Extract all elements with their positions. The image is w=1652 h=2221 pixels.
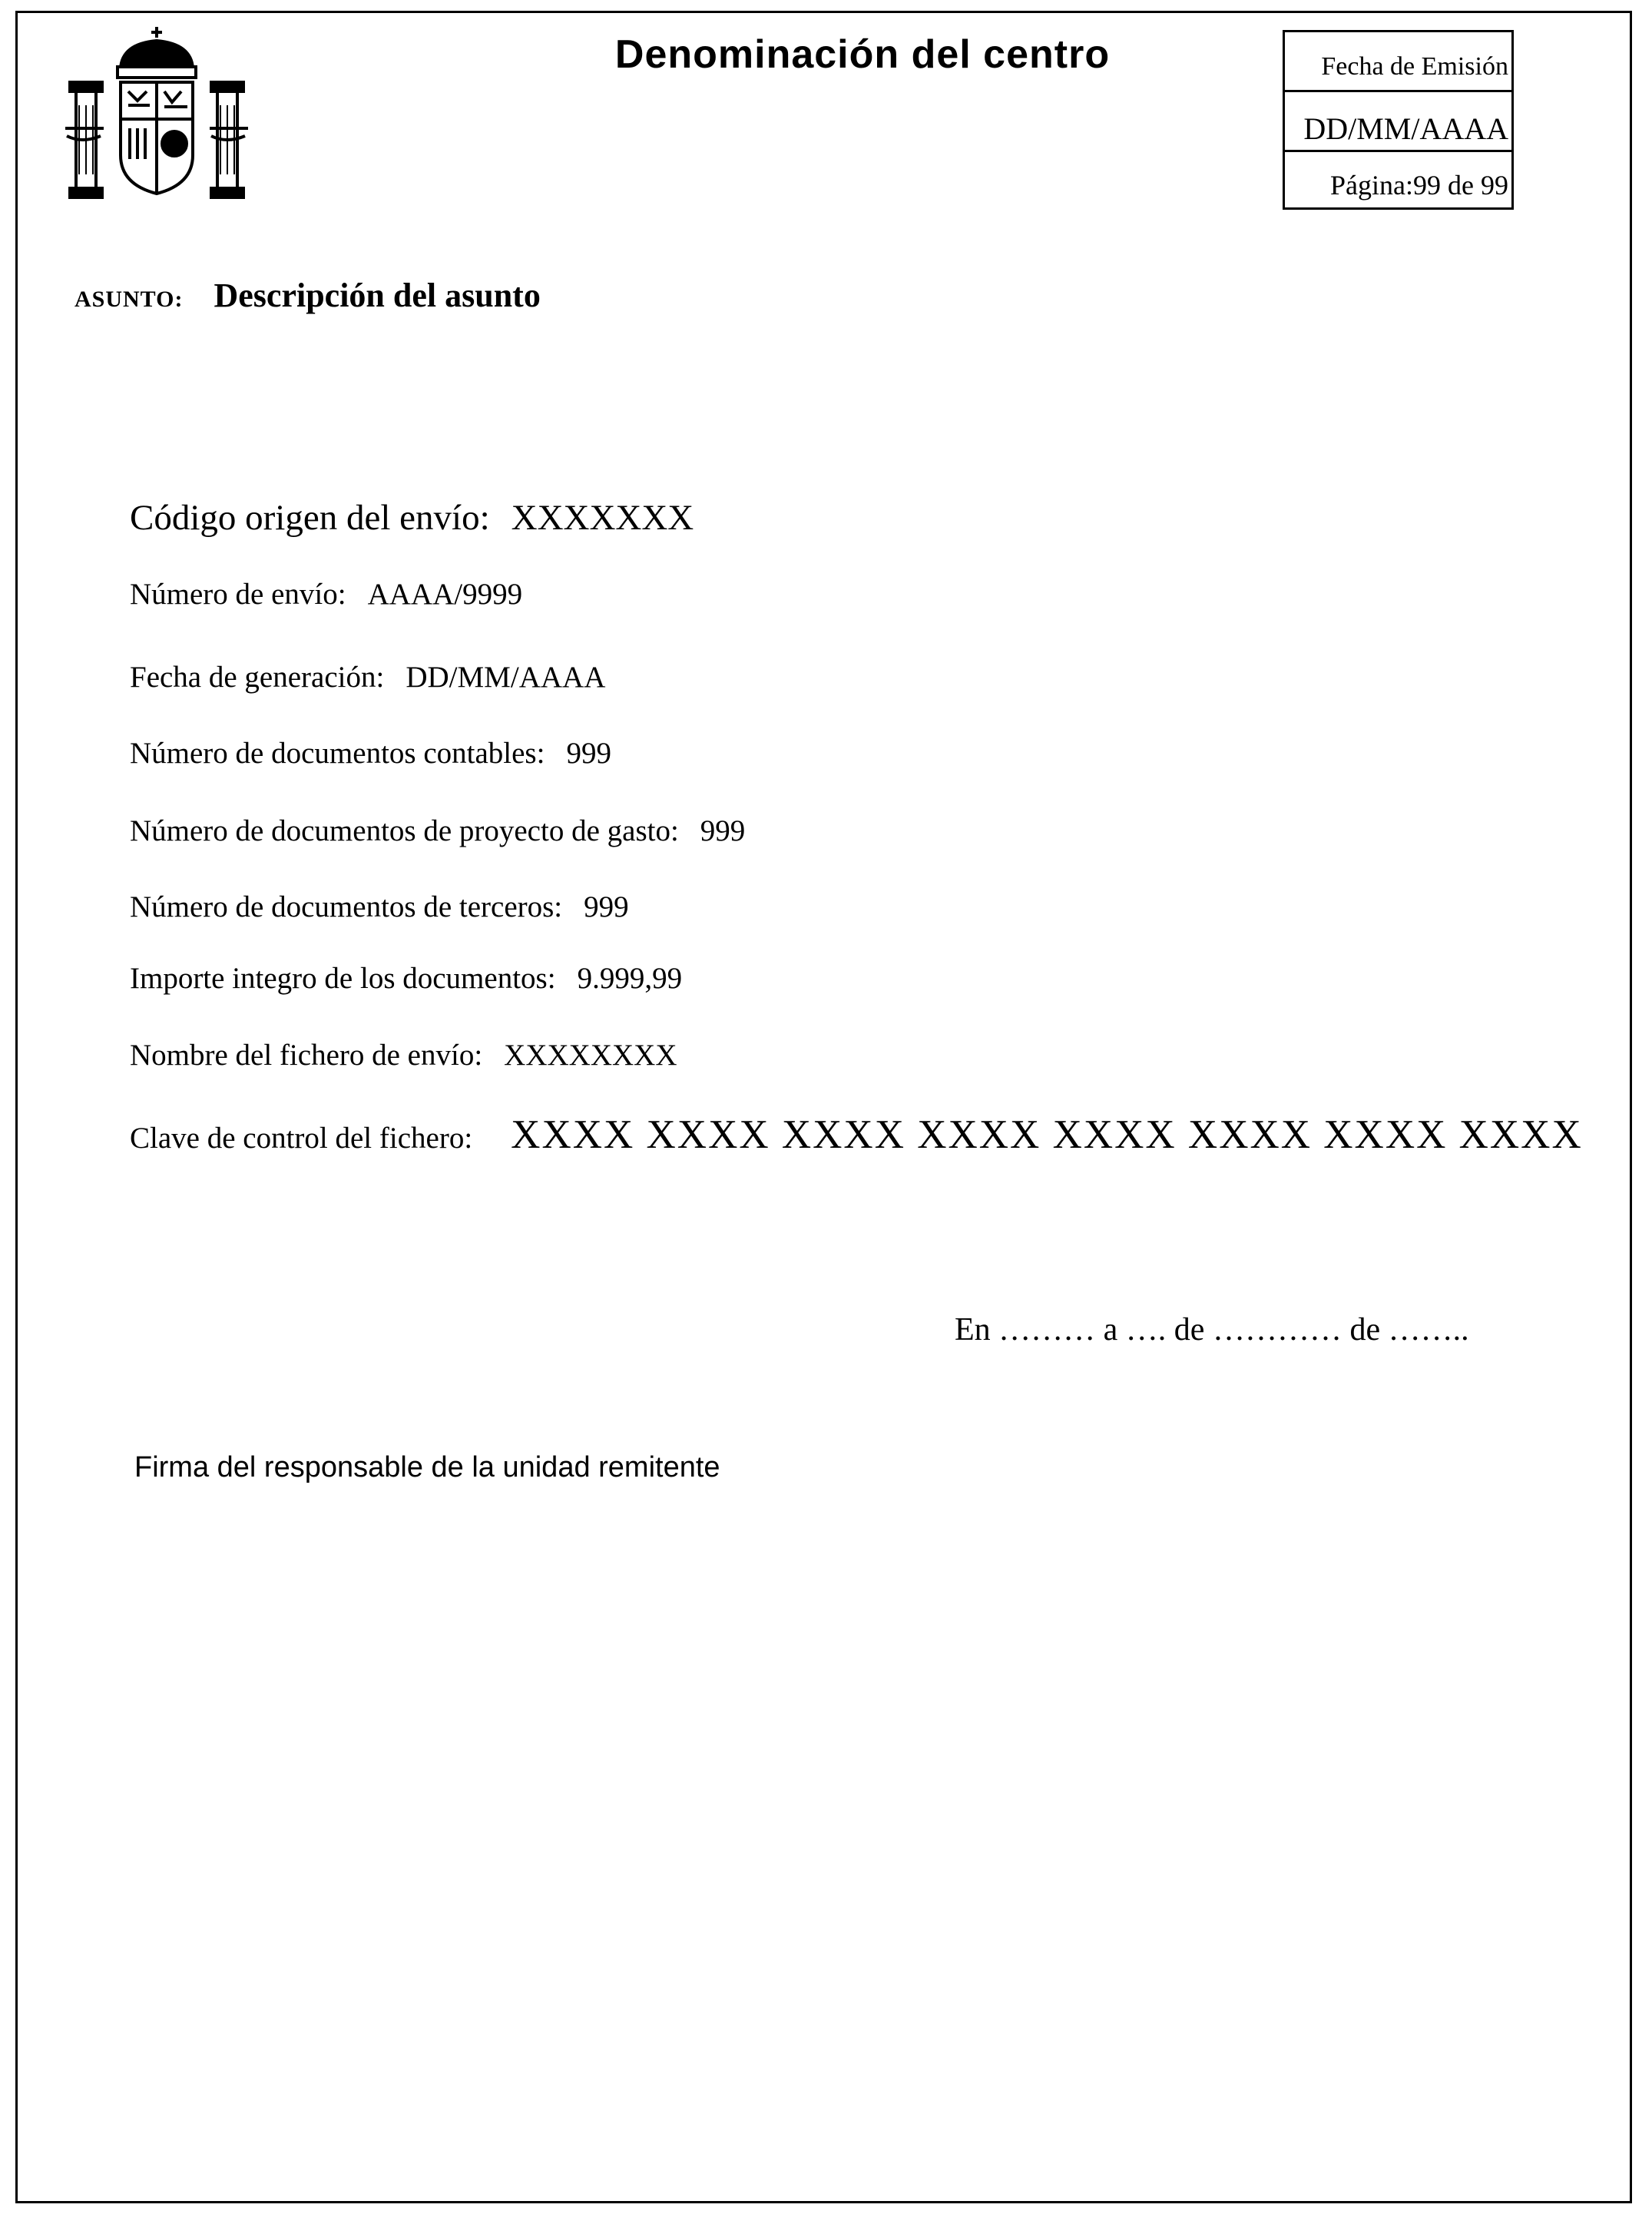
field-documentos-contables <box>130 736 611 771</box>
field-label: Número de documentos contables: <box>130 737 545 770</box>
page-number: Página:99 de 99 <box>1330 170 1508 201</box>
coat-of-arms-logo <box>61 21 253 209</box>
field-documentos-proyecto-gasto <box>130 814 745 848</box>
field-importe-integro <box>130 961 682 996</box>
field-label: Nombre del fichero de envío: <box>130 1039 483 1072</box>
issue-date-label: Fecha de Emisión <box>1285 32 1511 92</box>
field-value: AAAA/9999 <box>367 578 523 611</box>
field-clave-control <box>130 1112 1583 1158</box>
document-page <box>15 11 1632 2203</box>
subject-label: ASUNTO: <box>74 287 184 312</box>
field-value: 999 <box>566 737 611 770</box>
field-documentos-terceros <box>130 890 629 924</box>
field-label: Número de envío: <box>130 578 346 611</box>
issue-info-box <box>1283 30 1514 210</box>
signature-caption: Firma del responsable de la unidad remitente <box>134 1451 720 1483</box>
field-label: Código origen del envío: <box>130 498 490 538</box>
field-label: Número de documentos de proyecto de gasto: <box>130 814 679 847</box>
field-label: Número de documentos de terceros: <box>130 890 563 923</box>
field-fecha-generacion <box>130 660 605 694</box>
field-codigo-origen <box>130 497 694 539</box>
field-value: XXXXXXX <box>511 498 694 538</box>
field-value: 999 <box>584 890 629 923</box>
document-title: Denominación del centro <box>614 32 1111 77</box>
field-value: XXXXXXXX <box>504 1039 677 1072</box>
field-value: DD/MM/AAAA <box>406 661 606 694</box>
issue-date-value: DD/MM/AAAA <box>1285 92 1511 152</box>
field-nombre-fichero <box>130 1038 677 1072</box>
field-value: 9.999,99 <box>577 962 683 995</box>
field-value: 999 <box>700 814 746 847</box>
subject-line <box>74 276 541 315</box>
field-label: Importe integro de los documentos: <box>130 962 556 995</box>
field-label: Clave de control del fichero: <box>130 1122 473 1155</box>
place-date-line: En ……… a …. de ………… de …….. <box>955 1312 1469 1348</box>
subject-text: Descripción del asunto <box>214 277 541 314</box>
field-label: Fecha de generación: <box>130 661 385 694</box>
field-numero-envio <box>130 577 522 612</box>
field-value: XXXX XXXX XXXX XXXX XXXX XXXX XXXX XXXX <box>511 1112 1583 1157</box>
